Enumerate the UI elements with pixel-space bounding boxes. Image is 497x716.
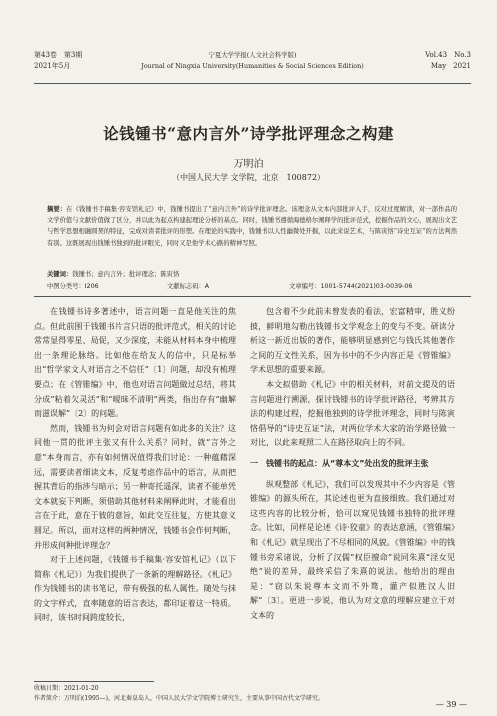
- volume-cn: 第43卷 第3期: [34, 51, 83, 59]
- author-affiliation: （中国人民大学 文学院，北京 100872）: [171, 173, 326, 182]
- header-center: [134, 50, 371, 72]
- paragraph: 纵观整部《札记》，我们可以发现其中不少内容是《管锥编》的源头所在，其论述也更为直接细致。我们通过对这些内容的比较分析，恰可以窥见钱锺书独特的批评理念。比如，同样是论述《诗·狡童》的表达意涵，《管锥编》和《札记》就呈现出了不尽相同的风貌。《管锥编》中的钱锺书旁采诸说，分析了汉儒“权臣擅命”说同朱熹“淫女见绝”说的差异，最终采信了朱熹的说法。他给出的理由是：“窃以朱说尊本文而不外骛，灌产似胜汉人旧解”〔3〕。更进一步说，他认为对文意的理解应建立于对文本的: [250, 479, 455, 620]
- classification-line: [47, 281, 457, 292]
- clc-number: 中图分类号：I206: [47, 283, 99, 290]
- journal-cn: 宁夏大学学报(人文社会科学版): [208, 51, 297, 59]
- abstract-label: 摘要：: [47, 206, 67, 213]
- paragraph: 在钱锺书诗多著述中，语言问题一直是他关注的焦点。但此前围于钱锺书片言只语的批评范式，相关的讨论常常显得零星、局促，又少深度，未能从材料本身中梳理出一条理论脉络。比如他在给友人的信中，只是标举出“哲学家文人对语言之不信任”〔1〕问题，却没有梳理要点；在《管锥编》中，他也对语言问题做过总结，将其分成“粘着欠灵活”和“暧昧不清明”两类，指出存有“幽解而滋误解”〔2〕的问题。: [34, 307, 236, 419]
- document-code: 文献标志码：A: [167, 283, 210, 290]
- header-right: [425, 50, 471, 72]
- paragraph: 然而，钱锺书为何会对语言问题有如此多的关注？这同他一贯的批评主张又有什么关系？同时，就“言外之意”本身而言，亦有如何情况值得我们讨论：一种蕴藉深远，需要读者细读文本，反复考虑作品中的语言，从而把握其背后的指涉与暗示；另一种寄托遥深，读者不能单凭文本就妄下判断，须借助其他材料来阐释此时，才能看出言在于此，意在于彼的意旨，如此交互往复，方使其意义圆足。所以，面对这样的两种情况，钱锺书会作何判断，并形成何种批评理念？: [34, 423, 236, 550]
- keywords: [47, 269, 457, 280]
- article-id: 文章编号：1001-5744(2021)03-0039-06: [289, 283, 413, 290]
- running-header: [34, 50, 471, 80]
- body-right-column: [250, 305, 455, 623]
- paragraph: 对于上述问题，《钱锺书手稿集·容安馆札记》（以下简称《札记》）为我们提供了一条新的理解路径。《札记》作为钱锺书的读书笔记，带有极强的私人属性。随处与抹的文字样式，直率随意的语言表达，都印证着这一特质。同时，该书时间跨度较长，: [34, 555, 236, 623]
- header-left: [34, 50, 82, 72]
- received-date: 收稿日期：2021-01-20: [34, 685, 99, 692]
- abstract-rule: [34, 296, 471, 297]
- volume-en: Vol.43 No.3: [425, 51, 471, 59]
- date-cn: 2021年5月: [34, 62, 71, 70]
- header-rule: [34, 83, 471, 84]
- body-left-column: [34, 305, 236, 626]
- keywords-text: 钱锺书；意内言外；批评理念；陈寅恪: [72, 271, 180, 278]
- footnote-rule: [34, 681, 154, 682]
- author-name: 万明泊: [233, 159, 264, 170]
- article-title: 论钱锺书“意内言外”诗学批评理念之构建: [103, 124, 394, 143]
- date-en: May 2021: [430, 62, 471, 70]
- abstract: [47, 204, 457, 249]
- paragraph: 本文拟借助《札记》中的相关材料，对前文提及的语言问题进行溯源，探讨钱锺书的诗学批评路径，考辨其方法的构建过程，挖掘他独到的诗学批评理念，同时与陈寅恪倡导的“诗史互证”法，对两位学术大家的治学路径做一对比，以此来观照二人在路径取向上的不同。: [250, 379, 455, 448]
- page-number: — 39 —: [435, 700, 467, 709]
- author-bio: 作者简介：万明泊(1995—)，河北秦皇岛人，中国人民大学文学院博士研究生，主要从事中国古代文学研究。: [34, 695, 324, 702]
- paragraph: 包含着不少此前未曾发表的看法，宏富精审，胜义纷披，鲜明地勾勒出钱锺书文学观念上的变与不变。研读分析这一新近出版的著作，能够明显感到它与钱氏其他著作之间的互文性关系，因为书中的不少内容正是《管锥编》学术思想的重要来源。: [250, 307, 455, 375]
- section-heading: 一 钱锺书的起点：从“尊本文”处出发的批评主张: [250, 458, 429, 468]
- journal-en: Journal of Ningxia University(Humanities & Social Sciences Edition): [141, 62, 364, 70]
- abstract-text: 在《钱锺书手稿集·容安馆札记》中，钱锺书提出了“意内言外”的诗学批评理念。该理念从文本内部批评入手，反对过度解读，对一部作品的文学价值与文献价值做了区分，并以此为起点构建起理论分析的基点。同时，钱锺书遵循海德格尔阐释学的批评范式，挖掘作品的文心，展现出文艺与哲学思想相融圆契的特征，完成对读者批评的形塑。在理论的实践中，钱锺书以人性幽微处开掘，以此来说艺术，与陈寅恪“诗史互证”的方法判然有别。这既展现出钱锺书独到的批评眼光，同时又是他学术心路的精神写照。: [47, 206, 457, 247]
- keywords-label: 关键词：: [47, 271, 73, 278]
